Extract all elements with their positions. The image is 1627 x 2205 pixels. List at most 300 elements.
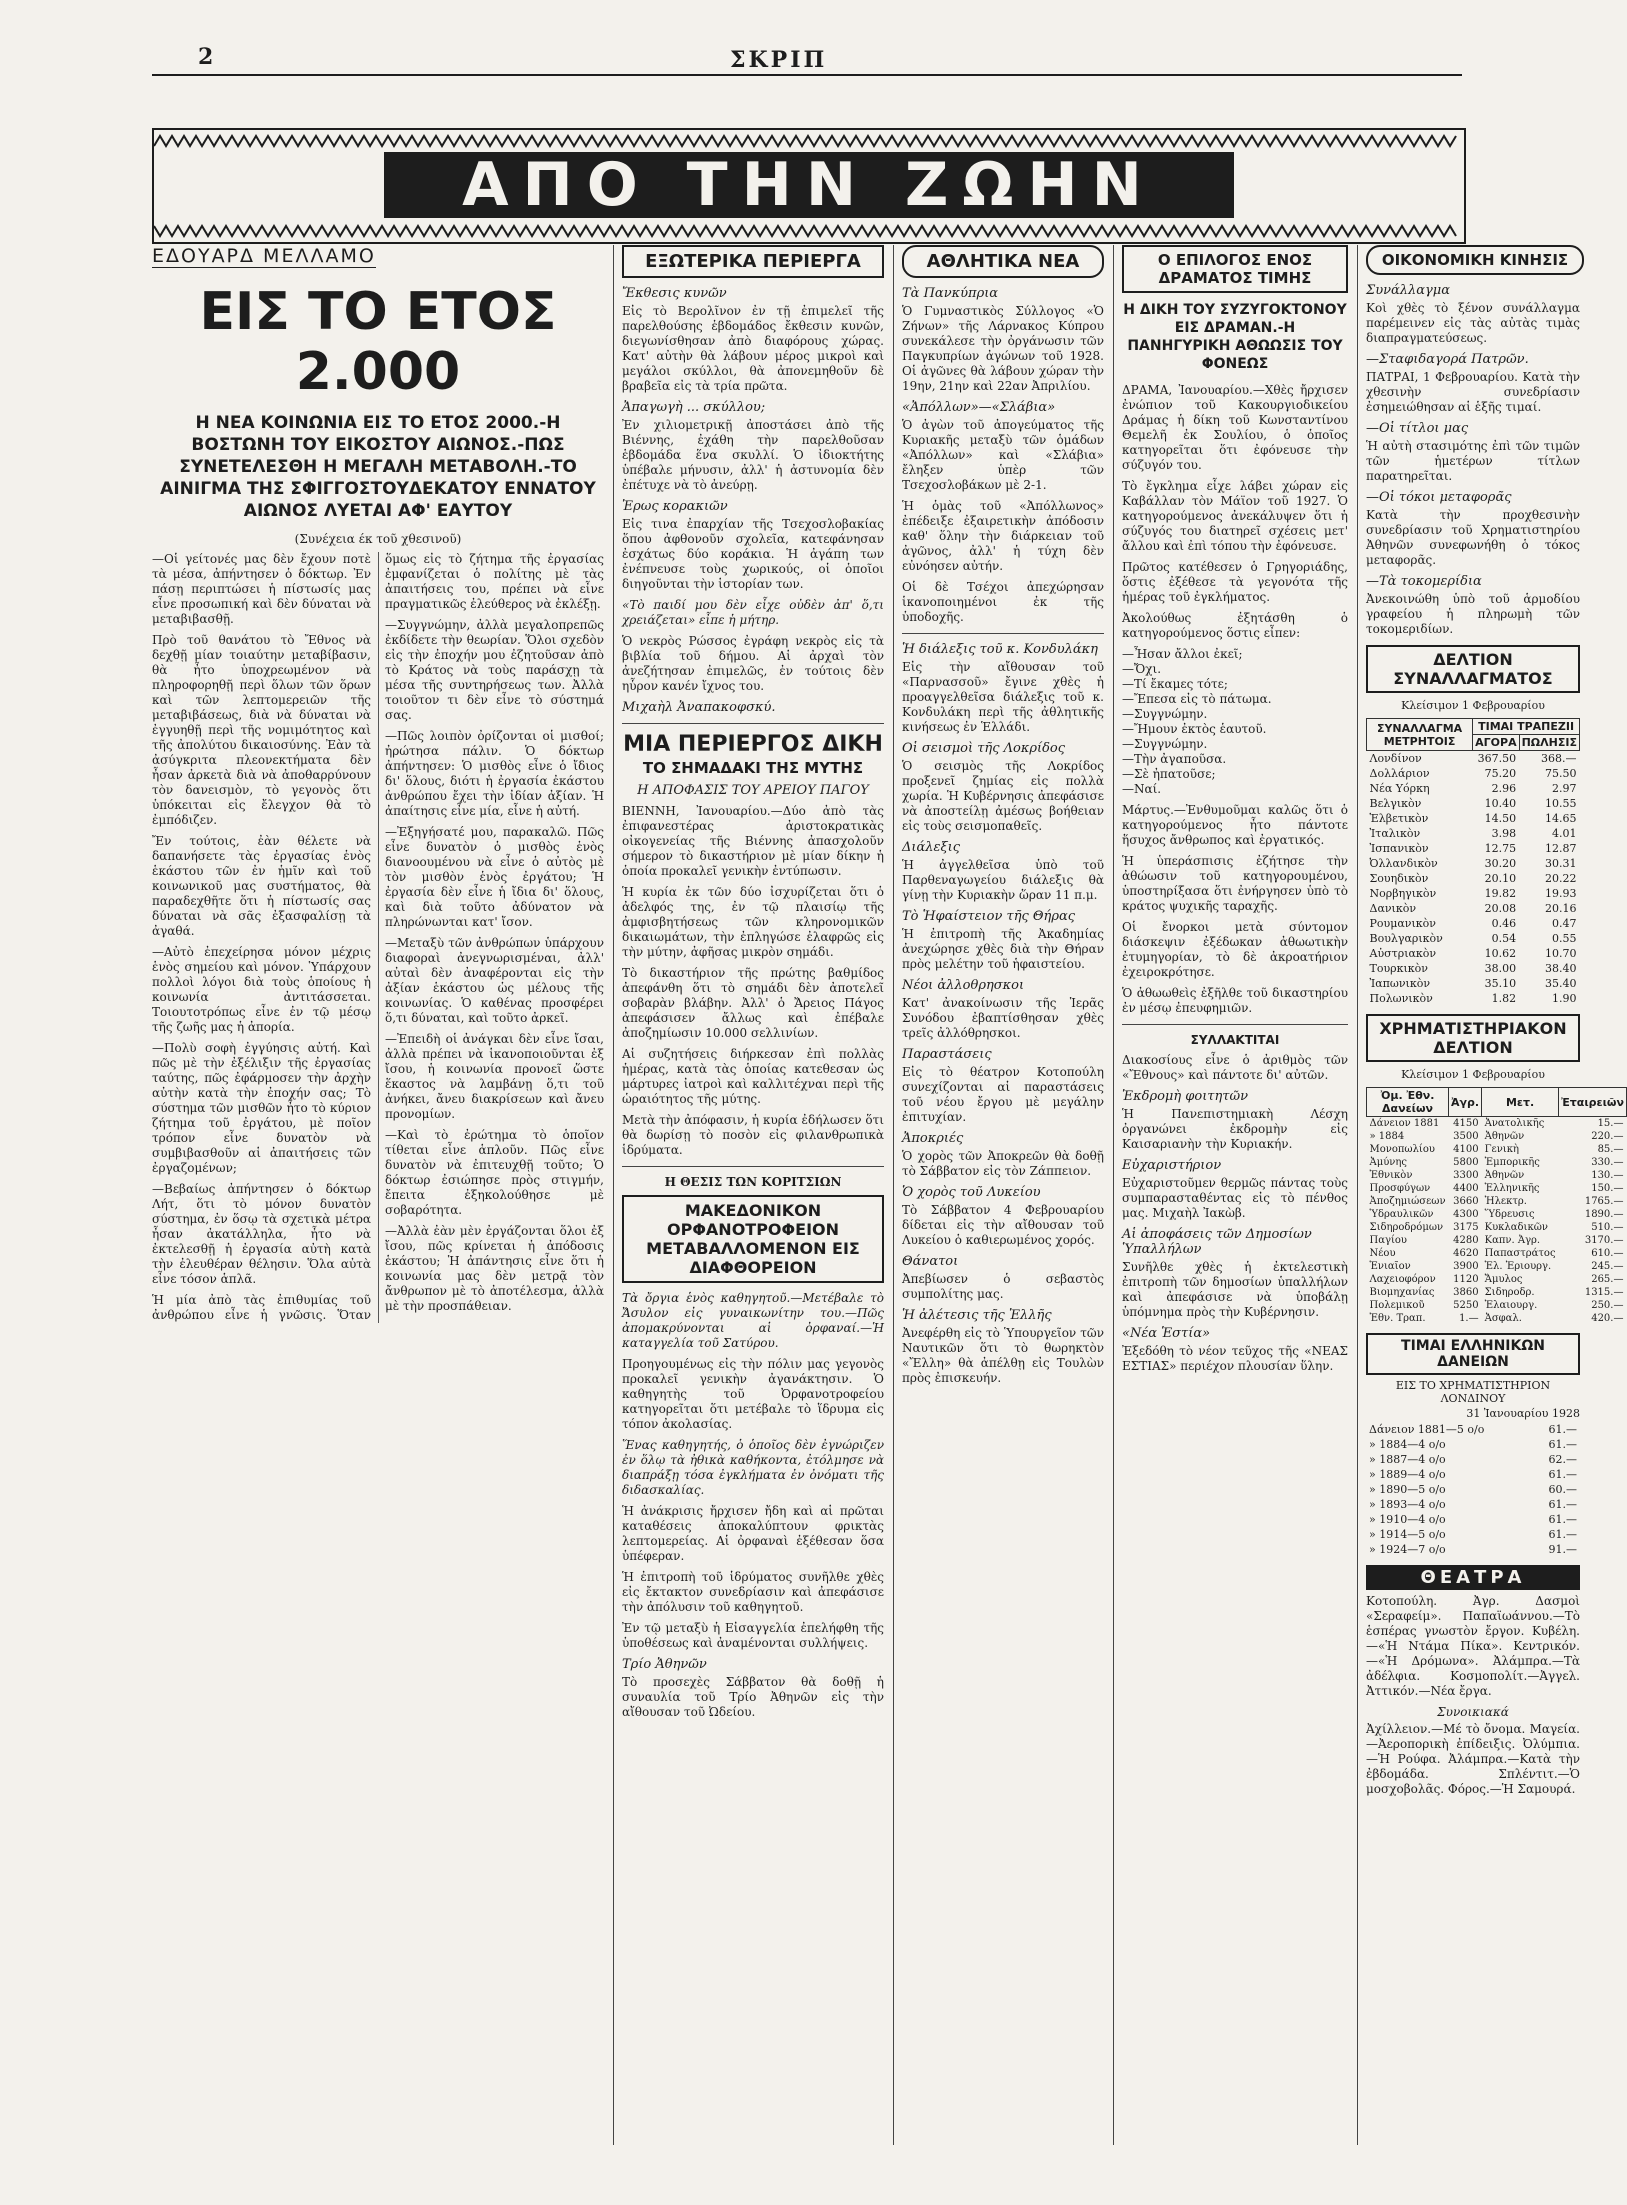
table-row [1367,1169,1627,1182]
table-cell: 35.10 [1484,977,1517,990]
table-cell: Ἀνατολικῆς [1484,1118,1545,1129]
table-cell: 38.00 [1484,962,1517,975]
table-cell: 5250 [1453,1300,1479,1311]
table-cell: 510.— [1591,1222,1624,1233]
cinema-heading: Συνοικιακά [1437,1705,1509,1719]
table-cell: Κυκλαδικῶν [1484,1222,1548,1233]
paragraph: Εἰς τὸ Βερολῖνον ἐν τῇ ἐπιμελεῖ τῆς παρελθούσης ἑβδομάδος ἔκθεσιν κυνῶν, διεγωνίσθησαν ἀπὸ διαφόρους χώρας. Κατ' αὐτὴν θὰ λάβουν μέρος μικροὶ καὶ μεγάλοι σκύλλοι, θὰ ἀπονεμηθοῦν δὲ βραβεῖα εἰς τὰ τρία πρῶτα. [622,304,884,393]
table-cell: » 1924—7 ο/ο [1369,1543,1446,1556]
table-row [1367,796,1580,811]
table-row [1367,916,1580,931]
column-drama-trial [1122,245,1348,2145]
paragraph: Ὁ ἀγὼν τοῦ ἀπογεύματος τῆς Κυριακῆς μεταξὺ τῶν ὁμάδων «Ἀπόλλων» καὶ «Σλάβια» ἔληξεν ὑπὲρ τῶν Τσεχοσλοβάκων μὲ 2-1. [902,418,1104,492]
table-cell: Ὕδρευσις [1484,1209,1535,1220]
paragraph: Κοὶ χθὲς τὸ ξένον συνάλλαγμα παρέμεινεν εἰς τὰς αὐτὰς τιμὰς διαπραγματεύσεως. [1366,301,1580,345]
table-cell: Βελγικὸν [1369,797,1422,810]
paragraph: Πρῶτος κατέθεσεν ὁ Γρηγοριάδης, ὅστις ἐξέθεσε τὰ γεγονότα τῆς ἡμέρας τοῦ ἐγκλήματος. [1122,560,1348,604]
table-cell: Νέα Υόρκη [1369,782,1430,795]
quote: Ἕνας καθηγητής, ὁ ὁποῖος δὲν ἐγνώριζεν ἐν ὅλῳ τὰ ἠθικὰ καθήκοντα, ἐτόλμησε νὰ διαπράξῃ τόσα ἐγκλήματα ἐν ὀνόματι τῆς διδασκαλίας. [622,1438,884,1497]
table-cell: 38.40 [1545,962,1577,975]
table-row [1367,1299,1627,1312]
table-row [1367,871,1580,886]
fx-header-sell: ΠΩΛΗΣΙΣ [1519,735,1579,751]
table-cell: 20.16 [1545,902,1577,915]
subheading: Ὁ χορὸς τοῦ Λυκείου [902,1185,1041,1200]
table-cell: 2.97 [1552,782,1577,795]
table-cell: Ἠλεκτρ. [1484,1196,1527,1207]
table-row [1367,961,1580,976]
subheading: Ἀποκριές [902,1131,964,1146]
section-title-box [384,152,1234,218]
table-cell: Πολεμικοῦ [1369,1300,1425,1311]
table-cell: 30.20 [1484,857,1517,870]
table-cell: 0.55 [1552,932,1577,945]
paragraph: Κατ' ἀνακοίνωσιν τῆς Ἱερᾶς Συνόδου ἐβαπτίσθησαν χθὲς τρεῖς ἀλλόθρησκοι. [902,996,1104,1040]
paragraph: Ἡ ὁμὰς τοῦ «Ἀπόλλωνος» ἐπέδειξε ἐξαιρετικὴν ἀπόδοσιν καθ' ὅλην τὴν διάρκειαν τοῦ ἀγῶνος, ἀλλ' ἡ τύχη δὲν εὐνόησεν αὐτήν. [902,499,1104,573]
column-sports [902,245,1104,2145]
table-row [1366,1467,1580,1482]
london-bulletin-title: ΤΙΜΑΙ ΕΛΛΗΝΙΚΩΝ ΔΑΝΕΙΩΝ [1366,1333,1580,1375]
sports-heading: ΑΘΛΗΤΙΚΑ ΝΕΑ [902,245,1104,278]
table-cell: 1890.— [1584,1209,1624,1220]
table-cell: 60.— [1548,1483,1577,1496]
table-cell: 75.20 [1484,767,1517,780]
economy-heading: ΟΙΚΟΝΟΜΙΚΗ ΚΙΝΗΣΙΣ [1366,245,1584,275]
table-cell: Βουλγαρικὸν [1369,932,1443,945]
table-row [1367,841,1580,856]
table-cell: » 1884 [1369,1131,1405,1142]
paragraph: Ἀκολούθως ἐξητάσθη ὁ κατηγορούμενος ὅστις εἶπεν: [1122,611,1348,640]
paragraph: ΔΡΑΜΑ, Ἰανουαρίου.—Χθὲς ἤρχισεν ἐνώπιον τοῦ Κακουργιοδικείου Δράμας ἡ δίκη τοῦ Κωνσταντίνου Θεμελῆ ἐκ Σουλίου, ὁ ὁποῖος κατηγορεῖται ὅτι ἐφόνευσε τὴν σύζυγόν του. [1122,383,1348,472]
table-cell: 1765.— [1584,1196,1624,1207]
table-cell: 420.— [1591,1313,1624,1324]
table-cell: 14.50 [1484,812,1517,825]
table-cell: Δάνειον 1881—5 ο/ο [1369,1423,1485,1436]
subheading: —Σταφιδαγορά Πατρῶν. [1366,352,1529,367]
table-cell: » 1889—4 ο/ο [1369,1468,1446,1481]
table-cell: Λαχειοφόρον [1369,1274,1436,1285]
table-cell: Αὐστριακὸν [1369,947,1437,960]
paragraph: Ἐν χιλιομετρικῇ ἀποστάσει ἀπὸ τῆς Βιέννης, ἐχάθη τὴν παρελθοῦσαν ἑβδομάδα ἕνα σκυλλί. Ὁ ἰδιοκτήτης ὑπέβαλε μήνυσιν, ἀλλ' ἡ ἀστυνομία δὲν ἐπέτυχε νὰ τὸ ἀνεύρῃ. [622,418,884,492]
table-cell: 12.75 [1484,842,1517,855]
table-cell: » 1890—5 ο/ο [1369,1483,1446,1496]
table-row [1367,1312,1627,1325]
table-cell: 85.— [1597,1144,1624,1155]
table-cell: 61.— [1548,1438,1577,1451]
table-cell: 3660 [1453,1196,1479,1207]
column-rule [1357,245,1358,2145]
table-cell: Ἀμύνης [1369,1157,1407,1168]
table-cell: Ὑδραυλικῶν [1369,1209,1434,1220]
paragraph: —Ἐπειδὴ οἱ ἀνάγκαι δὲν εἶνε ἴσαι, ἀλλὰ πρέπει νὰ ἱκανοποιοῦνται ἐξ ἴσου, ἡ κοινωνία προνοεῖ ὥστε ἕκαστος νὰ λαμβάνῃ ὅ,τι τοῦ ἀνήκει, ἄνευ διακρίσεων καὶ ἄνευ προνομίων. [385,1032,604,1121]
subheading: Τὸ Ἡφαίστειον τῆς Θήρας [902,909,1076,924]
table-cell: 1.82 [1491,992,1517,1005]
table-cell: 0.46 [1491,917,1517,930]
paragraph: Ἡ κυρία ἐκ τῶν δύο ἰσχυρίζεται ὅτι ὁ ἀδελφός της, ἐν τῷ πλαισίῳ τῆς ἀμφισβητήσεως τῶν κληρονομικῶν δικαιωμάτων, τὴν ἐπληγώσε ἐλαφρῶς εἰς τὴν μύτην, ἀφῆσας μικρὸν σημάδι. [622,885,884,959]
table-cell: 91.— [1548,1543,1577,1556]
table-cell: Ἀθηνῶν [1484,1170,1525,1181]
table-cell: » 1887—4 ο/ο [1369,1453,1446,1466]
subheading: Ἀπαγωγὴ ... σκύλλου; [622,400,766,415]
table-row [1366,1452,1580,1467]
table-row [1367,811,1580,826]
page-number: 2 [198,44,214,70]
table-cell: 4300 [1453,1209,1479,1220]
paragraph: Ἡ ἐπιτροπὴ τῆς Ἀκαδημίας ἀνεχώρησε χθὲς διὰ τὴν Θήραν πρὸς μελέτην τοῦ ἡφαιστείου. [902,927,1104,971]
table-cell: Ἑλ. Ἐριουργ. [1484,1261,1552,1272]
subheading: Ἐρως κορακιῶν [622,499,728,514]
table-cell: Ἑλβετικὸν [1369,812,1429,825]
table-row [1367,1260,1627,1273]
table-cell: 3175 [1453,1222,1479,1233]
drama-headline: Ο ΕΠΙΛΟΓΟΣ ΕΝΟΣ ΔΡΑΜΑΤΟΣ ΤΙΜΗΣ [1122,245,1348,293]
table-cell: 610.— [1591,1248,1624,1259]
table-cell: 4.01 [1552,827,1577,840]
paragraph: Ἀνεκοινώθη ὑπὸ τοῦ ἁρμοδίου γραφείου ἡ πληρωμὴ τῶν τοκομεριδίων. [1366,592,1580,636]
paragraph: Ἀνεφέρθη εἰς τὸ Ὑπουργεῖον τῶν Ναυτικῶν ὅτι τὸ θωρηκτὸν «Ἔλλη» θὰ ἀπέλθῃ εἰς Τουλὼν πρὸς ἐπισκευήν. [902,1326,1104,1385]
table-cell: Ἀποζημιώσεων [1369,1196,1446,1207]
paragraph: Εἰς τὸ θέατρον Κοτοπούλη συνεχίζονται αἱ παραστάσεις τοῦ νέου ἔργου μὲ μεγάλην ἐπιτυχίαν. [902,1065,1104,1124]
fx-table [1366,718,1580,1006]
fx-header-buy: ΑΓΟΡΑ [1473,735,1519,751]
paragraph: Ἐν τῷ μεταξὺ ἡ Εἰσαγγελία ἐπελήφθη τῆς ὑποθέσεως καὶ ἀναμένονται συλλήψεις. [622,1621,884,1650]
table-cell: 150.— [1591,1183,1624,1194]
exoterika-heading: ΕΞΩΤΕΡΙΚΑ ΠΕΡΙΕΡΓΑ [622,245,884,278]
paragraph: Προηγουμένως εἰς τὴν πόλιν μας γεγονὸς προκαλεῖ γενικὴν ἀγανάκτησιν. Ὁ καθηγητὴς τοῦ Ὀρφανοτροφείου κατηγορεῖται ὅτι μετέβαλε τὸ ἵδρυμα εἰς τόπον ἀκολασίας. [622,1357,884,1431]
paragraph: —Πῶς λοιπὸν ὀρίζονται οἱ μισθοί; ἠρώτησα πάλιν. Ὁ δόκτωρ ἀπήντησεν: Ὁ μισθὸς εἶνε ὁ ἴδιος δι' ὅλους, διότι ἡ ἐργασία ἐκάστου ἀνθρώπου ἔχει τὴν ἰδίαν ἀξίαν. Ἡ ἀπαίτησις εἶνε μία, εἶνε ἡ αὐτή. [385,729,604,818]
table-cell: Μονοπωλίου [1369,1144,1435,1155]
paragraph: —Οἱ γείτονές μας δὲν ἔχουν ποτὲ τὰ μέσα, ἀπήντησεν ὁ δόκτωρ. Ἐν πάσῃ περιπτώσει ἡ πίστωσίς μας εἶνε προσωπική καὶ δὲν δύναται νὰ μεταβιβασθῇ. [152,552,371,626]
table-row [1367,751,1580,767]
london-bulletin-sub: ΕΙΣ ΤΟ ΧΡΗΜΑΤΙΣΤΗΡΙΟΝ ΛΟΝΔΙΝΟΥ [1395,1379,1551,1405]
paragraph: Τὸ ἔγκλημα εἶχε λάβει χώραν εἰς Καβάλλαν τὸν Μάϊον τοῦ 1927. Ὁ κατηγορούμενος ἀνεκάλυψεν ὅτι ἡ σύζυγός του διατηρεῖ σχέσεις μετ' ἄλλου καὶ ἐπὶ τόπου τὴν ἐφόνευσε. [1122,479,1348,553]
table-row [1367,781,1580,796]
table-cell: Παπαστράτος [1484,1248,1556,1259]
paragraph: —Ἐξηγήσατέ μου, παρακαλῶ. Πῶς εἶνε δυνατὸν ὁ μισθὸς ἑνὸς διανοουμένου νὰ εἶνε ὁ αὐτὸς μὲ τὸν μισθὸν ἑνὸς ἐργάτου; Ἡ ἐργασία δὲν εἶνε ἡ ἴδια δι' ὅλους, καὶ διὰ τοῦτο ἀδύνατον νὰ πληρώνωνται κατ' ἴσον. [385,825,604,929]
paragraph: —Πολὺ σοφὴ ἐγγύησις αὐτή. Καὶ πῶς μὲ τὴν ἐξέλιξιν τῆς ἐργασίας ταύτης, πῶς ἐφάρμοσεν τὴν ἀρχὴν αὐτὴν κατὰ τὴν ἐποχήν σας; Τὸ σύστημα τῶν μισθῶν ἦτο τὸ κύριον ζήτημα τοῦ ἐργάτου, μὲ ποῖον τρόπον εἶνε δυνατὸν νὰ συμβιβασθοῦν αἱ ἀπαιτήσεις τῶν ἐργαζομένων; [152,1041,371,1175]
table-cell: 265.— [1591,1274,1624,1285]
stock-header: Μετ. [1482,1088,1559,1117]
subheading: Τρίο Ἀθηνῶν [622,1657,707,1672]
paragraph: Τὰ ὄργια ἑνὸς καθηγητοῦ.—Μετέβαλε τὸ Ἄσυλον εἰς γυναικωνίτην του.—Πῶς ἀπομακρύνονται αἱ ὀρφαναί.—Ἡ καταγγελία τοῦ Σατύρου. [622,1291,884,1350]
orphanage-headline: ΜΑΚΕΔΟΝΙΚΟΝ ΟΡΦΑΝΟΤΡΟΦΕΙΟΝ ΜΕΤΑΒΑΛΛΟΜΕΝΟΝ ΕΙΣ ΔΙΑΦΘΟΡΕΙΟΝ [622,1195,884,1283]
table-row [1367,1117,1627,1131]
zigzag-ornament-bottom [154,224,1460,238]
table-row [1367,1143,1627,1156]
stock-header: Ἐταιρειῶν [1559,1088,1627,1117]
continuation-note: (Συνέχεια έκ τοῦ χθεσινοῦ) [294,532,462,546]
section-title: ΑΠΟ ΤΗΝ ΖΩΗΝ [462,150,1156,220]
table-row [1367,1286,1627,1299]
table-cell: 19.82 [1484,887,1517,900]
section-banner [152,128,1466,244]
table-cell: 20.22 [1545,872,1577,885]
subheading: Συνάλλαγμα [1366,283,1451,298]
divider [622,723,884,724]
table-cell: 250.— [1591,1300,1624,1311]
table-row [1366,1437,1580,1452]
subheading: —Τὰ τοκομερίδια [1366,574,1482,589]
table-cell: 220.— [1591,1131,1624,1142]
table-row [1366,1482,1580,1497]
subheading: Οἱ σεισμοὶ τῆς Λοκρίδος [902,741,1066,756]
table-cell: Ἐθνικὸν [1369,1170,1413,1181]
table-row [1367,856,1580,871]
paragraph: Τὸ Σάββατον 4 Φεβρουαρίου δίδεται εἰς τὴν αἴθουσαν τοῦ Λυκείου ὁ καθιερωμένος χορός. [902,1203,1104,1247]
table-cell: Ρουμανικὸν [1369,917,1436,930]
table-cell: Δολλάριον [1369,767,1430,780]
table-row [1367,946,1580,961]
table-cell: Ἰσπανικὸν [1369,842,1429,855]
column-exoterika [622,245,884,2145]
table-cell: 62.— [1548,1453,1577,1466]
table-cell: 61.— [1548,1498,1577,1511]
paragraph: Εἰς τινα ἐπαρχίαν τῆς Τσεχοσλοβακίας ὅπου ἀφθονοῦν σχολεῖα, κατεφάνησαν ἐσχάτως δύο κοράκια. Ἡ ἀγάπη των ἐνέπνευσε τοὺς χωρικούς, οἱ ὁποῖοι διηγοῦνται τὴν ἱστορίαν των. [622,517,884,591]
table-row [1367,1156,1627,1169]
table-row [1367,901,1580,916]
table-cell: 61.— [1548,1513,1577,1526]
article-eis-to-etos-2000 [152,245,604,2145]
table-cell: 12.87 [1545,842,1577,855]
column-economy-content [1366,245,1624,2145]
quote: «Τὸ παιδί μου δὲν εἶχε οὐδὲν ἀπ' ὅ,τι χρειάζεται» εἶπε ἡ μήτηρ. [622,598,884,627]
paragraph: Συνῆλθε χθὲς ἡ ἐκτελεστικὴ ἐπιτροπὴ τῶν δημοσίων ὑπαλλήλων καὶ ἀπεφάσισε νὰ ὑποβάλῃ ὑπόμνημα πρὸς τὴν Κυβέρνησιν. [1122,1260,1348,1319]
table-cell: Λονδίνον [1369,752,1422,765]
table-row [1367,826,1580,841]
table-row [1366,1512,1580,1527]
table-cell: Πολωνικὸν [1369,992,1433,1005]
paragraph: Τὸ δικαστήριον τῆς πρώτης βαθμίδος ἀπεφάνθη ὅτι τὸ σημάδι δὲν ἀποτελεῖ σοβαρὰν βλάβην. Ἀλλ' ὁ Ἄρειος Πάγος ἀπεφάσισεν ἄλλως καὶ ἐπέβαλε ἀποζημίωσιν 10.000 σελλινίων. [622,966,884,1040]
paragraph: Εὐχαριστοῦμεν θερμῶς πάντας τοὺς συμπαρασταθέντας εἰς τὸ πένθος μας. Μιχαὴλ Ἰακὼβ. [1122,1176,1348,1220]
paragraph: Μετὰ τὴν ἀπόφασιν, ἡ κυρία ἐδήλωσεν ὅτι θὰ δωρίσῃ τὸ ποσὸν εἰς φιλανθρωπικὰ ἱδρύματα. [622,1113,884,1157]
byline: ΕΔΟΥΑΡΔ ΜΕΛΛΑΜΟ [152,245,376,267]
paragraph: ΒΙΕΝΝΗ, Ἰανουαρίου.—Δύο ἀπὸ τὰς ἐπιφανεστέρας ἀριστοκρατικὰς οἰκογενείας τῆς Βιέννης ἀπασχολοῦν σήμερον τὸ δικαστήριον μὲ μίαν δίκην ἡ ὁποία προκαλεῖ γενικὴν ἐντύπωσιν. [622,804,884,878]
table-cell: 20.10 [1484,872,1517,885]
table-cell: Παγίου [1369,1235,1407,1246]
table-cell: » 1884—4 ο/ο [1369,1438,1446,1451]
table-cell: Τουρκικὸν [1369,962,1428,975]
paragraph: Οἱ δὲ Τσέχοι ἀπεχώρησαν ἱκανοποιημένοι ἐκ τῆς ὑποδοχῆς. [902,580,1104,624]
signature: Μιχαὴλ Ἀναπακοφσκύ. [622,700,776,715]
column-rule [893,245,894,2145]
paragraph: Ἡ ὑπεράσπισις ἐζήτησε τὴν ἀθώωσιν τοῦ κατηγορουμένου, ὑποστηρίξασα ὅτι ἐνήργησεν ὑπὸ τὸ κράτος ψυχικῆς ταραχῆς. [1122,854,1348,913]
subheading: Τὰ Πανκύπρια [902,286,999,301]
table-cell: Ἐθν. Τραπ. [1369,1313,1426,1324]
table-cell: 245.— [1591,1261,1624,1272]
paragraph: Ἡ μία ἀπὸ τὰς ἐπιθυμίας τοῦ ἀνθρώπου εἶνε ἡ γνῶσις. Ὅταν ὅμως εἰς τὸ ζήτημα τῆς ἐργασίας ἐμφανίζεται ὁ πολίτης μὲ τὰς ἀπαιτήσεις του, πρέπει νὰ εἶνε πραγματικῶς ἐλεύθερος νὰ ἐκλέξῃ. [152,552,604,1322]
zigzag-ornament-top [154,134,1460,148]
paragraph: —Βεβαίως ἀπήντησεν ὁ δόκτωρ Λήτ, ὅτι τὸ μόνον δυνατὸν σύστημα, ἐν ὅσῳ τὰ σχετικὰ μέτρα ἦσαν ἀκατάλληλα, ἦτο νὰ ἐκτελεσθῇ ἡ ἐργασία αὐτὴ κατὰ τὴν ἐλευθέραν θέλησιν. Ὅλα αὐτὰ εἶνε τόσον ἁπλᾶ. [152,1182,371,1286]
table-cell: 75.50 [1545,767,1577,780]
headline: ΕΙΣ ΤΟ ΕΤΟΣ 2.000 [199,282,557,402]
table-cell: 10.40 [1484,797,1517,810]
paragraph: Ἔν τούτοις, ἐὰν θέλετε νὰ δαπανήσετε τὰς ἐργασίας ἑνὸς ἑκάστου τῶν ἐν ἡμῖν καὶ τοῦ κοινωνικοῦ μας συστήματος, θὰ παραδεχθῆτε ὅτι ἡ πίστωσίς σας δύναται νὰ σᾶς ἐξασφαλίσῃ τὰ ἀγαθά. [152,834,371,938]
paragraph: Εἰς τὴν αἴθουσαν τοῦ «Παρνασσοῦ» ἔγινε χθὲς ἡ προαγγελθεῖσα διάλεξις τοῦ κ. Κονδυλάκη περὶ τῆς ἀθλητικῆς κινήσεως ἐν Ἑλλάδι. [902,660,1104,734]
paragraph: Οἱ ἔνορκοι μετὰ σύντομον διάσκεψιν ἐξέδωκαν ἀθωωτικὴν ἐτυμηγορίαν, τὸ δὲ ἀκροατήριον ἐχειροκρότησε. [1122,920,1348,979]
table-cell: Σιδηροδρ. [1484,1287,1535,1298]
stock-header: Ὀμ. Ἐθν. Δανείων [1367,1088,1449,1117]
paragraph: ΠΑΤΡΑΙ, 1 Φεβρουαρίου. Κατὰ τὴν χθεσινὴν συνεδρίασιν ἐσημειώθησαν αἱ ἑξῆς τιμαί. [1366,370,1580,414]
subheading: Παραστάσεις [902,1047,992,1062]
london-bulletin-date: 31 Ἰανουαρίου 1928 [1466,1407,1580,1420]
table-cell: 20.08 [1484,902,1517,915]
table-cell: 4400 [1453,1183,1479,1194]
divider [902,633,1104,634]
dialogue: —Ἦσαν ἄλλοι ἐκεῖ; —Ὄχι. —Τί ἔκαμες τότε; —Ἔπεσα εἰς τὸ πάτωμα. —Συγγνώμην. —Ἤμουν ἐκτὸς ἑαυτοῦ. —Συγγνώμην. —Τὴν ἀγαποῦσα. —Σὲ ἠπατοῦσε; —Ναί. [1122,647,1272,796]
table-cell: 330.— [1591,1157,1624,1168]
paragraph: Ὁ σεισμὸς τῆς Λοκρίδος προξενεῖ ζημίας εἰς πολλὰ χωρία. Ἡ Κυβέρνησις ἀπεφάσισε νὰ ἀποστείλῃ ἀμέσως βοήθειαν εἰς τοὺς σεισμοπαθεῖς. [902,759,1104,833]
paragraph: Ἡ ἐπιτροπὴ τοῦ ἱδρύματος συνῆλθε χθὲς εἰς ἔκτακτον συνεδρίασιν καὶ ἀπεφάσισε τὴν ἀπόλυσιν τοῦ καθηγητοῦ. [622,1570,884,1614]
fx-bulletin-date: Κλείσιμον 1 Φεβρουαρίου [1401,699,1545,712]
paragraph: Ὁ ἀθωωθεὶς ἐξῆλθε τοῦ δικαστηρίου ἐν μέσῳ ἐπευφημιῶν. [1122,986,1348,1015]
table-cell: 3900 [1453,1261,1479,1272]
stock-bulletin-title: ΧΡΗΜΑΤΙΣΤΗΡΙΑΚΟΝ ΔΕΛΤΙΟΝ [1366,1014,1580,1062]
column-rule [1113,245,1114,2145]
trial-headline: ΜΙΑ ΠΕΡΙΕΡΓΟΣ ΔΙΚΗ [623,732,883,757]
table-cell: » 1893—4 ο/ο [1369,1498,1446,1511]
fx-bulletin-title: ΔΕΛΤΙΟΝ ΣΥΝΑΛΛΑΓΜΑΤΟΣ [1366,645,1580,693]
paragraph: Αἱ συζητήσεις διήρκεσαν ἐπὶ πολλὰς ἡμέρας, κατὰ τὰς ὁποίας κατεθεσαν ὡς μάρτυρες ἰατροὶ καὶ καλλιτέχναι περὶ τῆς ὡραιότητος τῆς μύτης. [622,1047,884,1106]
table-cell: 19.93 [1545,887,1577,900]
fx-header-prices: ΤΙΜΑΙ ΤΡΑΠΕΖΙΙ [1473,719,1580,735]
table-cell: 0.54 [1491,932,1517,945]
table-cell: Νέου [1369,1248,1396,1259]
table-cell: » 1910—4 ο/ο [1369,1513,1446,1526]
table-cell: 4620 [1453,1248,1479,1259]
stock-table [1366,1087,1627,1325]
table-cell: Ἰταλικὸν [1369,827,1421,840]
paragraph: Ὁ Γυμναστικὸς Σύλλογος «Ὁ Ζήνων» τῆς Λάρνακος Κύπρου συνεκάλεσε τὴν ὀργάνωσιν τῶν Παγκυπρίων ἀγώνων τοῦ 1928. Οἱ ἀγῶνες θὰ λάβουν χώραν τὴν 19ην, 21ην καὶ 22αν Ἀπριλίου. [902,304,1104,393]
table-cell: 3860 [1453,1287,1479,1298]
table-row [1367,991,1580,1006]
table-cell: 4100 [1453,1144,1479,1155]
theatre-listings: Κοτοπούλη. Ἀγρ. Δασμοὶ «Σεραφείμ». Παπαϊωάννου.—Τὸ ἑσπέρας γνωστὸν ἔργον. Κυβέλη.—«Ἡ Ντάμα Πίκα». Κεντρικόν.—«Ἡ Δρόμωνα». Ἀλάμπρα.—Τὰ ἀδέλφια. Κοσμοπολίτ.—Ἀγγελ. Ἀττικόν.—Νέα ἔργα. [1366,1594,1580,1698]
paragraph: Ἡ Πανεπιστημιακὴ Λέσχη ὀργανώνει ἐκδρομὴν εἰς Καισαριανὴν τὴν Κυριακήν. [1122,1107,1348,1151]
fx-header-currency: ΣΥΝΑΛΛΑΓΜΑ ΜΕΤΡΗΤΟΙΣ [1367,719,1473,751]
subheading: Θάνατοι [902,1254,959,1269]
subheading: ΣΥΛΛΑΚΤΙΤΑΙ [1190,1033,1280,1047]
paragraph: —Καὶ τὸ ἐρώτημα τὸ ὁποῖον τίθεται εἶνε ἁπλοῦν. Πῶς εἶνε δυνατὸν νὰ ἐπιτευχθῇ τοῦτο; Ὁ δόκτωρ ἐσιώπησε πρὸς στιγμήν, ἔπειτα ἐξηκολούθησε μὲ σοβαρότητα. [385,1128,604,1217]
table-cell: 3.98 [1491,827,1517,840]
table-cell: » 1914—5 ο/ο [1369,1528,1446,1541]
drama-deck: Η ΔΙΚΗ ΤΟΥ ΣΥΖΥΓΟΚΤΟΝΟΥ ΕΙΣ ΔΡΑΜΑΝ.-Η ΠΑΝΗΓΥΡΙΚΗ ΑΘΩΩΣΙΣ ΤΟΥ ΦΟΝΕΩΣ [1123,302,1347,372]
table-cell: 3170.— [1584,1235,1624,1246]
table-cell: Ἰαπωνικὸν [1369,977,1431,990]
table-row [1367,886,1580,901]
stock-header: Ἀγρ. [1449,1088,1482,1117]
table-row [1367,1130,1627,1143]
table-cell: Ἑλληνικῆς [1484,1183,1540,1194]
divider [1122,1024,1348,1025]
table-cell: 4150 [1453,1118,1479,1129]
table-row [1366,1527,1580,1542]
table-row [1367,1247,1627,1260]
paragraph: Διακοσίους εἶνε ὁ ἀριθμὸς τῶν «Ἔθνους» καὶ πάντοτε δι' αὐτῶν. [1122,1053,1348,1082]
table-cell: 3300 [1453,1170,1479,1181]
paragraph: Μάρτυς.—Ἐνθυμοῦμαι καλῶς ὅτι ὁ κατηγορούμενος ἦτο πάντοτε ἥσυχος ἄνθρωπος καὶ ἐργατικός. [1122,803,1348,847]
cinema-listings: Ἀχίλλειον.—Μέ τὸ ὄνομα. Μαγεία.—Ἀεροπορικὴ ἐπίδειξις. Ὀλύμπια.—Ἡ Ρούφα. Ἀλάμπρα.—Κατὰ τὴν ἐβδομάδα. Σπλέντιτ.—Ὁ μοσχοβολᾶς. Φόρος.—Ἡ Σαμουρά. [1366,1722,1580,1796]
paragraph: Ὁ νεκρὸς Ρώσσος ἐγράφη νεκρὸς εἰς τὰ βιβλία τοῦ δήμου. Αἱ ἀρχαὶ τὸν ἀνεζήτησαν ἐπιμελῶς, ἐν τούτοις δὲν ηὗρον κανέν ἴχνος του. [622,634,884,693]
subheading: Νέοι ἀλλοθρησκοι [902,978,1025,993]
table-row [1367,1221,1627,1234]
table-cell: Σουηδικὸν [1369,872,1429,885]
subheading: Διάλεξις [902,840,961,855]
subheading: —Οἱ τίτλοι μας [1366,421,1469,436]
table-cell: Δάνειον 1881 [1369,1118,1440,1129]
paragraph: Ἡ ἀγγελθεῖσα ὑπὸ τοῦ Παρθεναγωγείου διάλεξις θὰ γίνῃ τὴν Κυριακὴν ὥραν 11 π.μ. [902,858,1104,902]
subheading: Ἔκθεσις κυνῶν [622,286,727,301]
table-row [1366,1542,1580,1557]
table-cell: Σιδηροδρόμων [1369,1222,1444,1233]
subheading: Ἡ ἀλέτεσις τῆς Ἐλλῆς [902,1308,1052,1323]
table-cell: 367.50 [1477,752,1517,765]
london-table [1366,1422,1580,1557]
table-row [1367,1208,1627,1221]
table-cell: 1.90 [1552,992,1577,1005]
table-cell: 10.70 [1545,947,1577,960]
subheading: «Ἀπόλλων»—«Σλάβια» [902,400,1056,415]
table-cell: Βιομηχανίας [1369,1287,1435,1298]
paragraph: —Ἀλλὰ ἐὰν μὲν ἐργάζονται ὅλοι ἐξ ἴσου, πῶς κρίνεται ἡ ἀπόδοσις ἑκάστου; Ἡ ἀπάντησις εἶνε ὅτι ἡ κοινωνία μας δὲν μετρᾷ τὸν ἄνθρωπον μὲ τὸ ἀποτέλεσμα, ἀλλὰ μὲ τὴν προσπάθειαν. [385,1224,604,1313]
table-cell: Ἀθηνῶν [1484,1131,1525,1142]
paragraph: Κατὰ τὴν προχθεσινὴν συνεδρίασιν τοῦ Χρηματιστηρίου Ἀθηνῶν συνεφωνήθη ὁ τόκος μεταφορᾶς. [1366,508,1580,567]
table-cell: Νορβηγικὸν [1369,887,1437,900]
paragraph: Ἀπεβίωσεν ὁ σεβαστὸς συμπολίτης μας. [902,1272,1104,1301]
trial-subdeck: Η ΑΠΟΦΑΣΙΣ ΤΟΥ ΑΡΕΙΟΥ ΠΑΓΟΥ [637,783,869,798]
paragraph: Πρὸ τοῦ θανάτου τὸ Ἔθνος νὰ δεχθῇ μίαν τοιαύτην μεταβίβασιν, θὰ ἦτο ὑποχρεωμένον νὰ πληροφορηθῇ περὶ ὅλων τῶν ὅρων καὶ τῶν λεπτομερειῶν τῆς μεταβιβάσεως, διὰ νὰ δύναται νὰ ἐγγυηθῇ περὶ τῆς νομιμότητος καὶ τῆς ἀπολύτου δικαιοσύνης. Ἐὰν τὰ ἀσύγκριτα πλεονεκτήματα δὲν ἦσαν ἀρκετὰ διὰ νὰ ἀποθαρρύνουν τὸν δανεισμὸν, τὸ γεγονὸς ὅτι ὑπόκειται εἰς ἔλεγχον θὰ τὸ ἐμπόδιζεν. [152,633,371,827]
table-row [1366,1422,1580,1437]
table-row [1367,766,1580,781]
subheading: Αἱ ἀποφάσεις τῶν Δημοσίων Ὑπαλλήλων [1122,1227,1312,1257]
subheading: Ἡ διάλεξις τοῦ κ. Κονδυλάκη [902,642,1098,657]
table-cell: Δανικὸν [1369,902,1417,915]
paragraph: Τὸ προσεχὲς Σάββατον θὰ δοθῇ ἡ συναυλία τοῦ Τρίο Ἀθηνῶν εἰς τὴν αἴθουσαν τοῦ Ὠδείου. [622,1675,884,1719]
table-cell: Ἐλαιουργ. [1484,1300,1538,1311]
table-cell: 15.— [1597,1118,1624,1129]
table-cell: Ὀλλανδικὸν [1369,857,1438,870]
table-cell: 61.— [1548,1468,1577,1481]
table-row [1367,1273,1627,1286]
table-cell: 0.47 [1552,917,1577,930]
table-cell: Προσφύγων [1369,1183,1431,1194]
stock-bulletin-date: Κλείσιμον 1 Φεβρουαρίου [1401,1068,1545,1081]
paragraph: —Μεταξὺ τῶν ἀνθρώπων ὑπάρχουν διαφοραὶ ἀνεγνωρισμέναι, ἀλλ' αὐταὶ δὲν ἀναφέρονται εἰς τὴν ἀξίαν ἑκάστου ὡς μέλους τῆς κοινωνίας. Ὁ καθένας προσφέρει ὅ,τι δύναται, καὶ τοῦτο ἀρκεῖ. [385,936,604,1025]
table-cell: 1.— [1459,1313,1479,1324]
divider [622,1166,884,1167]
masthead-name: ΣΚΡΙΠ [730,47,828,73]
paragraph: —Αὐτὸ ἐπεχείρησα μόνον μέχρις ἑνὸς σημείου καὶ μόνον. Ὑπάρχουν πολλοὶ λόγοι διὰ τοὺς ὁποίους ἡ κοινωνία ἀντιτάσσεται. Τοιουτοτρόπως εἶνε ἐν τῷ μέσῳ τῆς ζωῆς μας ἡ ἀπορία. [152,945,371,1034]
table-cell: Ἄμυλος [1484,1274,1523,1285]
subheading: Ἐκδρομὴ φοιτητῶν [1122,1089,1248,1104]
theatre-heading: ΘΕΑΤΡΑ [1366,1565,1580,1590]
deck: Η ΝΕΑ ΚΟΙΝΩΝΙΑ ΕΙΣ ΤΟ ΕΤΟΣ 2000.-Η ΒΟΣΤΩΝΗ ΤΟΥ ΕΙΚΟΣΤΟΥ ΑΙΩΝΟΣ.-ΠΩΣ ΣΥΝΕΤΕΛΕΣΘΗ Η ΜΕΓΑΛΗ ΜΕΤΑΒΟΛΗ.-ΤΟ ΑΙΝΙΓΜΑ ΤΗΣ ΣΦΙΓΓΟΣΤΟΥΔΕΚΑΤΟΥ ΕΝΝΑΤΟΥ ΑΙΩΝΟΣ ΛΥΕΤΑΙ ΑΦ' ΕΑΥΤΟΥ [160,413,596,521]
top-rule [152,74,1462,76]
table-cell: 61.— [1548,1528,1577,1541]
table-cell: 1315.— [1584,1287,1624,1298]
paragraph: Ἡ ἀνάκρισις ἤρχισεν ἤδη καὶ αἱ πρῶται καταθέσεις ἀποκαλύπτουν φρικτὰς λεπτομερείας. Αἱ ὀρφαναὶ ἐξέθεσαν ὅσα ὑπέφεραν. [622,1504,884,1563]
table-cell: 3500 [1453,1131,1479,1142]
trial-deck: ΤΟ ΣΗΜΑΔΑΚΙ ΤΗΣ ΜΥΤΗΣ [642,759,864,777]
paragraph: Ἐξεδόθη τὸ νέον τεῦχος τῆς «ΝΕΑΣ ΕΣΤΙΑΣ» περιέχον πλουσίαν ὕλην. [1122,1344,1348,1373]
table-row [1367,1195,1627,1208]
table-cell: 30.31 [1545,857,1577,870]
subheading: «Νέα Ἑστία» [1122,1326,1211,1341]
column-rule [613,245,614,2145]
paragraph: Ὁ χορὸς τῶν Ἀποκρεῶν θὰ δοθῇ τὸ Σάββατον εἰς τὸν Ζάππειον. [902,1149,1104,1178]
table-row [1367,1182,1627,1195]
table-cell: 35.40 [1545,977,1577,990]
table-cell: Ἐμπορικῆς [1484,1157,1540,1168]
